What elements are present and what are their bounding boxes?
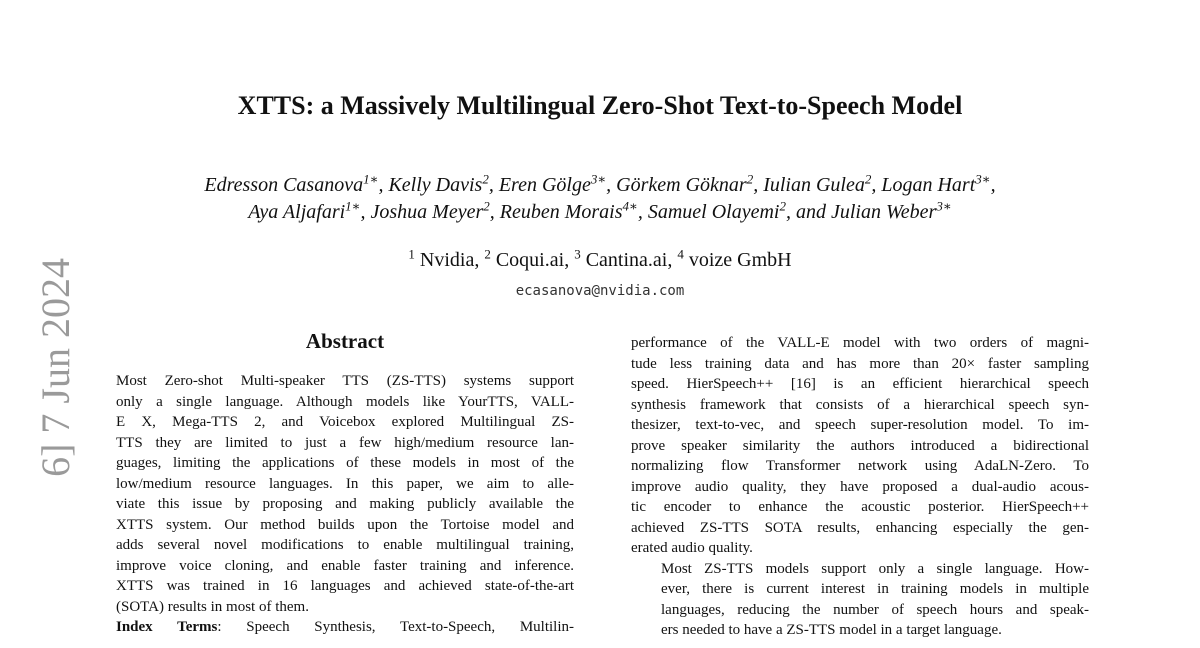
text-line: improve audio quality, they have proposed a dual-audio acous- (631, 478, 1089, 495)
text-line: XTTS system. Our method builds upon the Tortoise model and (116, 516, 574, 533)
index-terms-text: : Speech Synthesis, Text-to-Speech, Multilin- (217, 619, 574, 635)
author-name: Samuel Olayemi (647, 201, 780, 223)
author-name: Reuben Morais (499, 201, 623, 223)
author (830, 198, 952, 223)
text-line: E X, Mega-TTS 2, and Voicebox explored Multilingual ZS- (116, 414, 574, 430)
author-name: Edresson Casanova (204, 174, 364, 196)
author-mark: 2 (483, 198, 490, 214)
author-mark: 2 (746, 171, 754, 187)
author-mark: 2 (779, 198, 786, 214)
abstract-heading: Abstract (305, 329, 385, 353)
text-line: ers needed to have a ZS-TTS model in a target language. (661, 622, 1002, 638)
body-paragraph-1 (631, 333, 1089, 559)
author-mark: 1∗ (345, 198, 361, 214)
author-mark: 2 (482, 171, 489, 187)
author (370, 198, 490, 223)
affiliation (677, 246, 792, 271)
author-line-1: Edresson Casanova$^{1∗}$, Kelly Davis$^2$, Eren Gölge$^{3∗}$, Görkem Göknar$^2$, Iulian Gulea$^2$, Logan Hart$^{3∗}$, (204, 171, 996, 196)
text-line: improve voice cloning, and enable faster training and inference. (116, 557, 574, 574)
contact-email[interactable]: ecasanova@nvidia.com (515, 283, 685, 299)
author-name: Kelly Davis (388, 174, 483, 196)
arxiv-stamp: 6] 7 Jun 2024 (33, 258, 78, 477)
text-line: tic encoder to enhance the acoustic posterior. HierSpeech++ (631, 499, 1089, 515)
affiliation-name: Cantina.ai (580, 249, 668, 271)
left-column (116, 371, 574, 638)
author-name: Joshua Meyer (370, 201, 484, 223)
abstract-paragraph (116, 371, 574, 617)
author (248, 198, 361, 223)
text-line: (SOTA) results in most of them. (116, 598, 309, 615)
author-line-2: Aya Aljafari$^{1∗}$, Joshua Meyer$^2$, Reuben Morais$^{4∗}$, Samuel Olayemi$^2$, and Julian Weber$^{3∗}$ (248, 198, 952, 223)
affiliation-name: Coqui.ai (490, 249, 565, 271)
author-list (0, 172, 1200, 226)
text-line: adds several novel modifications to enable multilingual training, (116, 537, 574, 553)
author-name: Eren Gölge (498, 174, 591, 196)
text-line: performance of the VALL-E model with two orders of magni- (631, 335, 1089, 351)
index-terms (116, 617, 574, 638)
index-terms-line (116, 617, 574, 638)
text-line: achieved ZS-TTS SOTA results, enhancing especially the gen- (631, 519, 1089, 536)
text-line: only a single language. Although models like YourTTS, VALL- (116, 393, 574, 410)
text-line: normalizing flow Transformer network using AdaLN-Zero. To (631, 458, 1089, 474)
affiliation-mark: 3 (574, 246, 581, 262)
text-line: viate this issue by proposing and making publicly available the (116, 496, 574, 512)
author-name: Iulian Gulea (763, 174, 865, 196)
author-name: Görkem Göknar (616, 174, 747, 196)
affiliation (574, 246, 668, 271)
text-line: ever, there is current interest in training models in multiple (661, 581, 1089, 597)
text-line: XTTS was trained in 16 languages and achieved state-of-the-art (116, 578, 574, 594)
author-name: Aya Aljafari (248, 201, 346, 223)
text-line: tude less training data and has more than 20× faster sampling (631, 355, 1089, 372)
text-line: erated audio quality. (631, 540, 753, 556)
author-name: Logan Hart (881, 174, 976, 196)
right-column (631, 333, 1089, 641)
author-mark: 3∗ (936, 198, 952, 214)
text-line: languages, reducing the number of speech hours and speak- (661, 601, 1089, 618)
text-line: Most ZS-TTS models support only a single language. How- (661, 560, 1089, 577)
body-paragraph-2 (631, 559, 1089, 641)
author-mark: 4∗ (622, 198, 638, 214)
author (499, 198, 638, 223)
author (647, 198, 786, 223)
index-terms-label: Index Terms (116, 619, 218, 635)
paper-title: XTTS: a Massively Multilingual Zero-Shot Text-to-Speech Model (237, 91, 963, 120)
author (498, 171, 607, 196)
author-mark: 1∗ (363, 171, 379, 187)
affiliation-mark: 1 (408, 246, 415, 262)
author-mark: 2 (864, 171, 872, 187)
author-name: Julian Weber (830, 201, 937, 223)
affiliations: $^1$ Nvidia, $^2$ Coqui.ai, $^3$ Cantina.ai, $^4$ voize GmbH (408, 246, 792, 271)
text-line: low/medium resource languages. In this paper, we aim to alle- (116, 475, 574, 492)
author (881, 171, 991, 196)
affiliation-mark: 2 (484, 246, 491, 262)
affiliation (484, 246, 565, 271)
text-line: TTS they are limited to just a few high/medium resource lan- (116, 434, 574, 451)
author (616, 171, 754, 196)
text-line: prove speaker similarity the authors introduced a bidirectional (631, 437, 1089, 454)
author (204, 171, 379, 196)
text-line: Most Zero-shot Multi-speaker TTS (ZS-TTS) systems support (116, 373, 574, 389)
affiliation-name: Nvidia (414, 249, 475, 271)
author (763, 171, 872, 196)
author-mark: 3∗ (590, 171, 607, 187)
affiliation (408, 246, 475, 271)
author-mark: 3∗ (975, 171, 991, 187)
author (388, 171, 489, 196)
text-line: guages, limiting the applications of these models in most of the (116, 455, 574, 471)
affiliation-mark: 4 (677, 246, 684, 262)
text-line: speed. HierSpeech++ [16] is an efficient hierarchical speech (631, 376, 1089, 392)
text-line: synthesis framework that consists of a hierarchical speech syn- (631, 396, 1089, 413)
affiliation-name: voize GmbH (683, 249, 792, 271)
text-line: thesizer, text-to-vec, and speech super-resolution model. To im- (631, 417, 1089, 433)
